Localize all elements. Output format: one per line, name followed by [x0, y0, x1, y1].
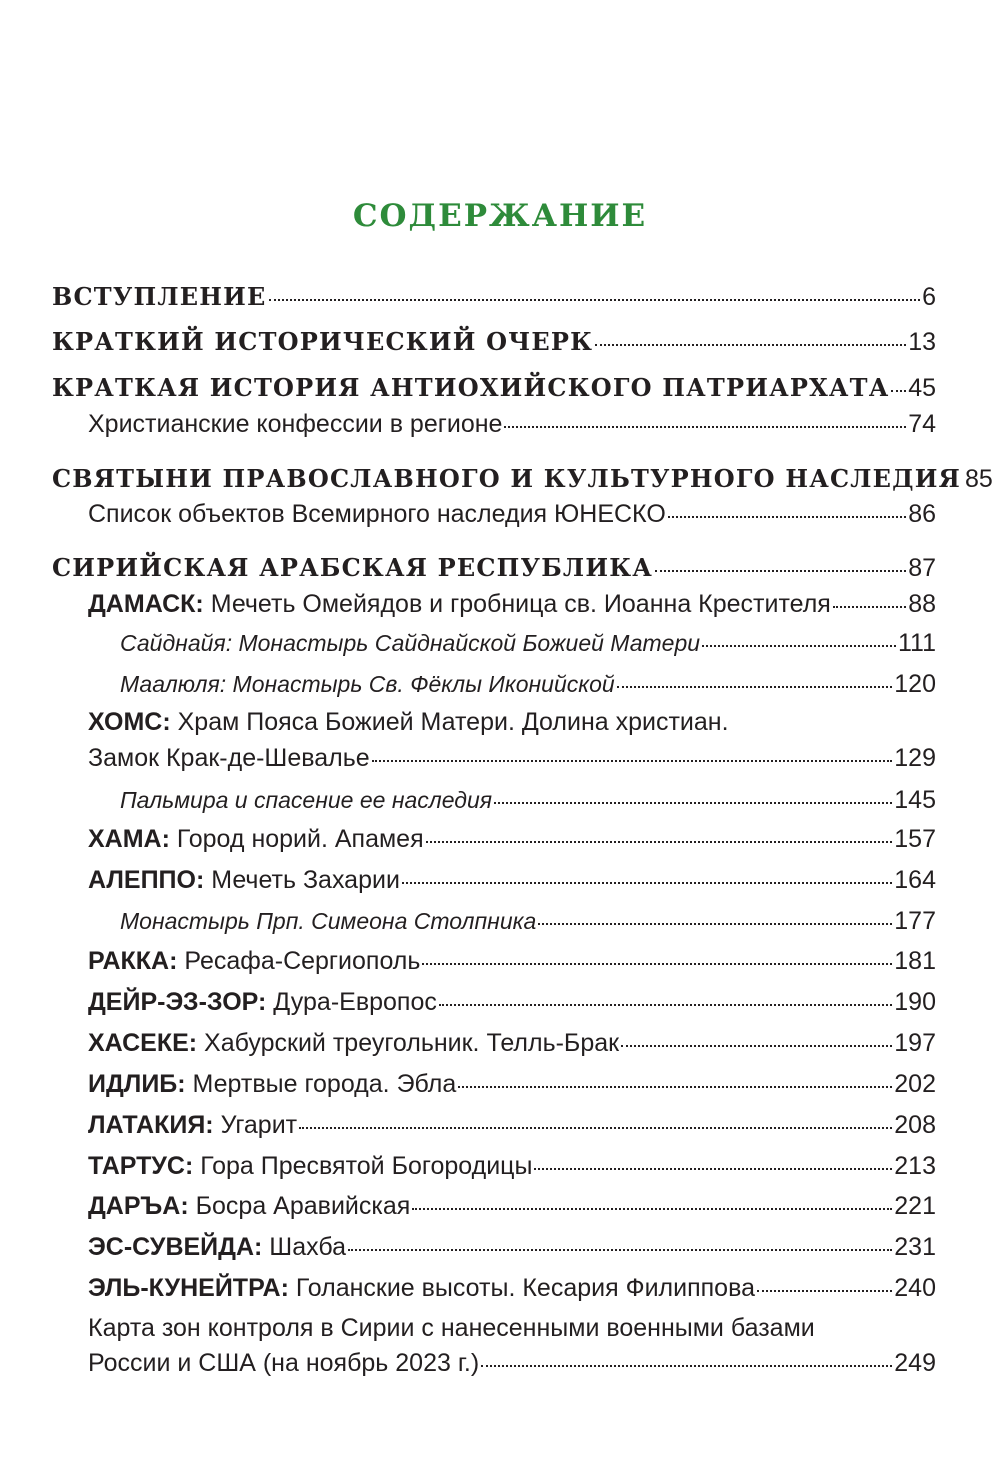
city-name: ДАМАСК:: [88, 590, 204, 618]
entry-title: СВЯТЫНИ ПРАВОСЛАВНОГО И КУЛЬТУРНОГО НАСЛЕДИЯ: [52, 464, 961, 493]
entry-title: [88, 825, 424, 854]
entry-title: [88, 988, 437, 1017]
toc-entry-homs[interactable]: [88, 744, 936, 773]
dot-leader: [426, 841, 893, 843]
toc-entry-latakia[interactable]: [88, 1111, 936, 1140]
dot-leader: [458, 1086, 892, 1088]
page-number: 240: [894, 1274, 936, 1302]
entry-title: [88, 866, 400, 895]
page-number: 88: [908, 590, 936, 618]
toc-entry-hasakah[interactable]: [88, 1029, 936, 1058]
entry-title: [88, 1070, 456, 1099]
toc-entry-quneitra[interactable]: [88, 1274, 936, 1303]
toc-entry-deir[interactable]: [88, 988, 936, 1017]
toc-entry-idlib[interactable]: [88, 1070, 936, 1099]
page-number: 45: [908, 374, 936, 402]
toc-entry-hama[interactable]: [88, 825, 936, 854]
dot-leader: [655, 570, 906, 572]
dot-leader: [617, 686, 893, 688]
entry-subtitle: Угарит: [213, 1111, 298, 1139]
entry-title: России и США (на ноябрь 2023 г.): [88, 1349, 480, 1377]
entry-title: Маалюля: Монастырь Св. Фёклы Иконийской: [120, 671, 615, 697]
entry-title: Сайднайя: Монастырь Сайднайской Божией Матери: [120, 630, 701, 656]
toc-entry-republic[interactable]: [52, 553, 936, 583]
page-number: 85: [964, 465, 993, 493]
page-number: 190: [894, 988, 936, 1016]
dot-leader: [668, 516, 906, 518]
page-number: 86: [908, 500, 936, 528]
dot-leader: [348, 1249, 892, 1251]
dot-leader: [833, 606, 906, 608]
toc-entry-tartus[interactable]: [88, 1152, 936, 1181]
dot-leader: [494, 802, 892, 804]
page-number: 231: [894, 1233, 936, 1261]
dot-leader: [757, 1290, 892, 1292]
dot-leader: [299, 1127, 892, 1129]
toc-entry-map-line1[interactable]: [88, 1314, 815, 1343]
entry-title: [88, 1152, 532, 1181]
toc-entry-map[interactable]: [88, 1349, 936, 1378]
page-number: 74: [908, 410, 936, 438]
entry-title: [88, 1111, 297, 1140]
city-name: АЛЕППО:: [88, 866, 205, 894]
dot-leader: [538, 923, 892, 925]
entry-subtitle: Хабурский треугольник. Телль-Брак: [197, 1029, 620, 1057]
city-name: РАККА:: [88, 947, 178, 975]
city-name: ХАСЕКЕ:: [88, 1029, 198, 1057]
city-name: ДАРЪА:: [88, 1192, 189, 1220]
city-name: ХОМС:: [88, 708, 171, 736]
city-name: ЭЛЬ-КУНЕЙТРА:: [88, 1274, 289, 1302]
toc-entry-palmyra[interactable]: [120, 786, 936, 815]
entry-subtitle: Мертвые города. Эбла: [185, 1070, 457, 1098]
page-number: 87: [908, 554, 936, 582]
toc-entry-patriarchate[interactable]: [52, 373, 936, 403]
entry-subtitle: Мечеть Омейядов и гробница св. Иоанна Крестителя: [203, 590, 831, 618]
entry-subtitle: Шахба: [262, 1233, 346, 1261]
entry-subtitle: Ресафа-Сергиополь: [177, 947, 421, 975]
entry-title: Замок Крак-де-Шевалье: [88, 744, 370, 772]
toc-entry-daraa[interactable]: [88, 1192, 936, 1221]
toc-entry-maalula[interactable]: [120, 670, 936, 699]
entry-subtitle: Гора Пресвятой Богородицы: [193, 1152, 533, 1180]
page-number: 181: [894, 947, 936, 975]
page-number: 202: [894, 1070, 936, 1098]
dot-leader: [621, 1045, 892, 1047]
entry-title: [88, 1274, 755, 1303]
page-number: 111: [897, 629, 936, 657]
toc-entry-unesco[interactable]: [88, 500, 936, 529]
city-name: ЭС-СУВЕЙДА:: [88, 1233, 263, 1261]
toc-entry-intro[interactable]: [52, 282, 936, 312]
page-number: 221: [894, 1192, 936, 1220]
entry-subtitle: Храм Пояса Божией Матери. Долина христиан.: [170, 708, 729, 736]
entry-title: ВСТУПЛЕНИЕ: [52, 282, 267, 311]
entry-title: Монастырь Прп. Симеона Столпника: [120, 908, 537, 934]
dot-leader: [439, 1004, 892, 1006]
dot-leader: [504, 426, 906, 428]
toc-entry-aleppo[interactable]: [88, 866, 936, 895]
toc-entry-homs-line1[interactable]: [88, 708, 729, 737]
page-number: 120: [894, 670, 936, 698]
dot-leader: [269, 299, 921, 301]
entry-title: [88, 947, 420, 976]
city-name: ХАМА:: [88, 825, 170, 853]
entry-subtitle: Босра Аравийская: [188, 1192, 411, 1220]
page-number: 177: [894, 907, 936, 935]
entry-subtitle: Город норий. Апамея: [169, 825, 424, 853]
city-name: ИДЛИБ:: [88, 1070, 186, 1098]
dot-leader: [412, 1208, 892, 1210]
toc-entry-shrines[interactable]: [52, 464, 993, 494]
entry-title: [88, 590, 831, 619]
toc-entry-damascus[interactable]: [88, 590, 936, 619]
toc-entry-sweida[interactable]: [88, 1233, 936, 1262]
toc-entry-saydnaya[interactable]: [120, 629, 936, 658]
entry-title: Пальмира и спасение ее наследия: [120, 787, 493, 813]
dot-leader: [891, 390, 906, 392]
page-number: 213: [894, 1152, 936, 1180]
dot-leader: [372, 760, 893, 762]
page-title: СОДЕРЖАНИЕ: [352, 198, 648, 234]
entry-title: [88, 1192, 410, 1221]
city-name: ДЕЙР-ЭЗ-ЗОР:: [88, 988, 267, 1016]
page-number: 164: [894, 866, 936, 894]
dot-leader: [534, 1168, 892, 1170]
dot-leader: [402, 882, 892, 884]
entry-subtitle: Голанские высоты. Кесария Филиппова: [288, 1274, 755, 1302]
entry-title: Христианские конфессии в регионе: [88, 410, 503, 438]
city-name: ЛАТАКИЯ:: [88, 1111, 214, 1139]
toc-entry-simeon[interactable]: [120, 907, 936, 936]
page-number: 145: [894, 786, 936, 814]
page-number: 6: [922, 283, 936, 311]
page-number: 249: [894, 1349, 936, 1377]
page-number: 208: [894, 1111, 936, 1139]
entry-subtitle: Дура-Европос: [266, 988, 437, 1016]
toc-entry-history[interactable]: [52, 327, 936, 357]
entry-title: СИРИЙСКАЯ АРАБСКАЯ РЕСПУБЛИКА: [52, 553, 653, 582]
toc-entry-raqqa[interactable]: [88, 947, 936, 976]
page-number: 129: [894, 744, 936, 772]
dot-leader: [702, 645, 896, 647]
city-name: ТАРТУС:: [88, 1152, 194, 1180]
page-number: 13: [908, 328, 936, 356]
entry-subtitle: Мечеть Захарии: [204, 866, 400, 894]
page-number: 197: [894, 1029, 936, 1057]
entry-title: КРАТКАЯ ИСТОРИЯ АНТИОХИЙСКОГО ПАТРИАРХАТА: [52, 373, 890, 402]
entry-title: [88, 1233, 346, 1262]
dot-leader: [481, 1365, 892, 1367]
entry-title: Список объектов Всемирного наследия ЮНЕСКО: [88, 500, 666, 528]
dot-leader: [422, 963, 892, 965]
dot-leader: [595, 344, 906, 346]
toc-entry-confessions[interactable]: [88, 410, 936, 439]
entry-title: [88, 1029, 619, 1058]
page-number: 157: [894, 825, 936, 853]
entry-title: КРАТКИЙ ИСТОРИЧЕСКИЙ ОЧЕРК: [52, 327, 594, 356]
entry-title: Карта зон контроля в Сирии с нанесенными военными базами: [88, 1314, 815, 1342]
